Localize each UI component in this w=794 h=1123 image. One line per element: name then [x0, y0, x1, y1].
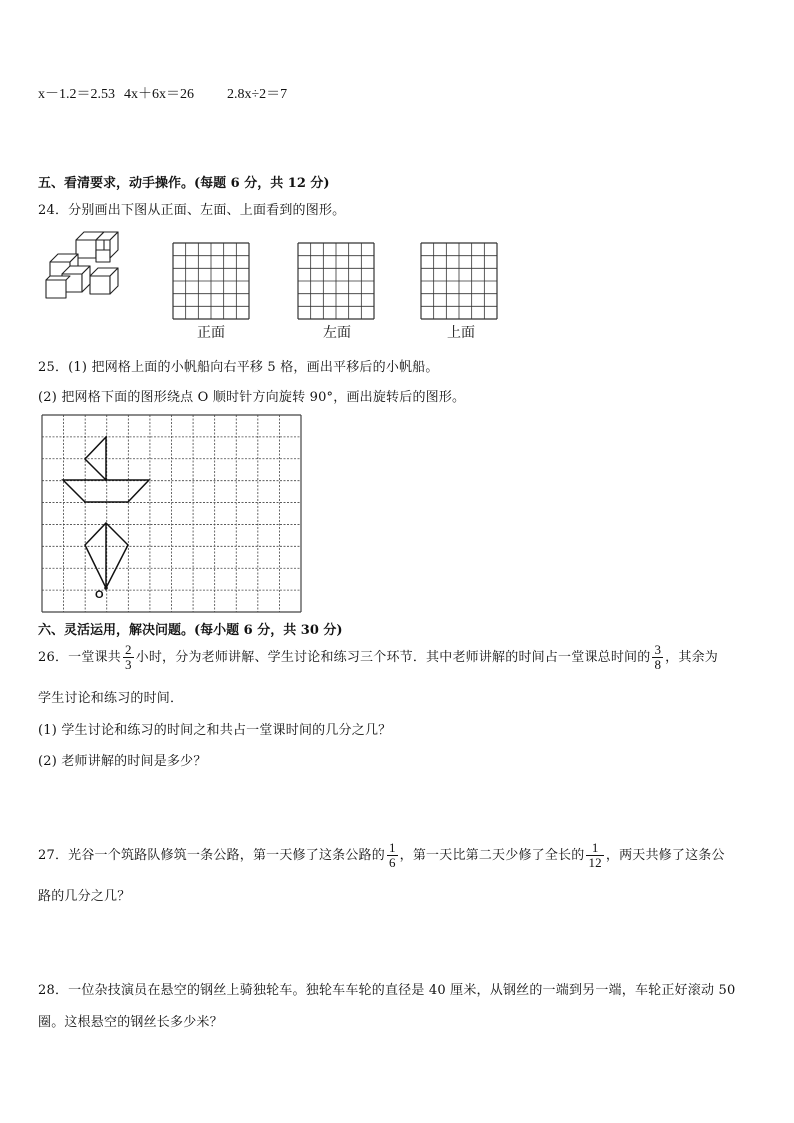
q27-text-a: 27．光谷一个筑路队修筑一条公路，第一天修了这条公路的 [38, 848, 385, 863]
grid-lines [42, 415, 301, 612]
question-26-sub1: (1) 学生讨论和练习的时间之和共占一堂课时间的几分之几？ [38, 723, 392, 738]
question-28-line1: 28．一位杂技演员在悬空的钢丝上骑独轮车。独轮车车轮的直径是 40 厘米，从钢丝的一端到另一端，车轮正好滚动 50 [38, 983, 736, 998]
question-25-line1: 25．(1) 把网格上面的小帆船向右平移 5 格，画出平移后的小帆船。 [38, 360, 439, 375]
fraction-2-3: $\frac{2}{3}$ [124, 642, 132, 672]
grid-lines [298, 243, 374, 319]
top-view-label: 上面 [447, 325, 475, 341]
equation-2: 4x＋6x＝26 [124, 87, 194, 102]
question-26-sub2: (2) 老师讲解的时间是多少？ [38, 754, 207, 769]
equation-1: x－1.2＝2.53 [38, 87, 115, 102]
fraction-1-12: $\frac{1}{12}$ [588, 840, 602, 870]
question-27-line2: 路的几分之几？ [38, 889, 131, 904]
q26-text-a: 26．一堂课共 [38, 650, 121, 665]
question-24-text: 24．分别画出下图从正面、左面、上面看到的图形。 [38, 203, 346, 218]
fraction-3-8: $\frac{3}{8}$ [654, 642, 662, 672]
front-view-grid[interactable] [173, 243, 249, 319]
sailboat-figure [63, 437, 149, 502]
transformation-grid[interactable] [42, 415, 301, 612]
question-28-line2: 圈。这根悬空的钢丝长多少米？ [38, 1015, 223, 1030]
top-view-grid[interactable] [421, 243, 497, 319]
left-view-label: 左面 [323, 325, 351, 341]
question-25-line2: (2) 把网格下面的图形绕点 O 顺时针方向旋转 90°，画出旋转后的图形。 [38, 390, 466, 405]
question-26-line2: 学生讨论和练习的时间． [38, 691, 184, 706]
fraction-1-6: $\frac{1}{6}$ [388, 840, 396, 870]
question-27-line1 [38, 839, 725, 873]
q26-text-b: 小时，分为老师讲解、学生讨论和练习三个环节．其中老师讲解的时间占一堂课总时间的 [135, 650, 651, 665]
q27-text-c: ，两天共修了这条公 [605, 848, 725, 863]
question-26-line1 [38, 641, 718, 675]
kite-figure [85, 523, 128, 588]
point-o-marker [104, 586, 108, 590]
section-5-heading: 五、看清要求，动手操作。(每题 6 分，共 12 分) [38, 176, 330, 191]
front-view-label: 正面 [197, 325, 225, 341]
cube-figure [40, 222, 130, 314]
left-view-grid[interactable] [298, 243, 374, 319]
grid-lines [421, 243, 497, 319]
section-6-heading: 六、灵活运用，解决问题。(每小题 6 分，共 30 分) [38, 623, 343, 638]
equation-3: 2.8x÷2＝7 [227, 87, 288, 102]
q26-text-c: ，其余为 [665, 650, 718, 665]
q27-text-b: ，第一天比第二天少修了全长的 [399, 848, 585, 863]
point-o-label: O [95, 589, 104, 601]
grid-lines [173, 243, 249, 319]
